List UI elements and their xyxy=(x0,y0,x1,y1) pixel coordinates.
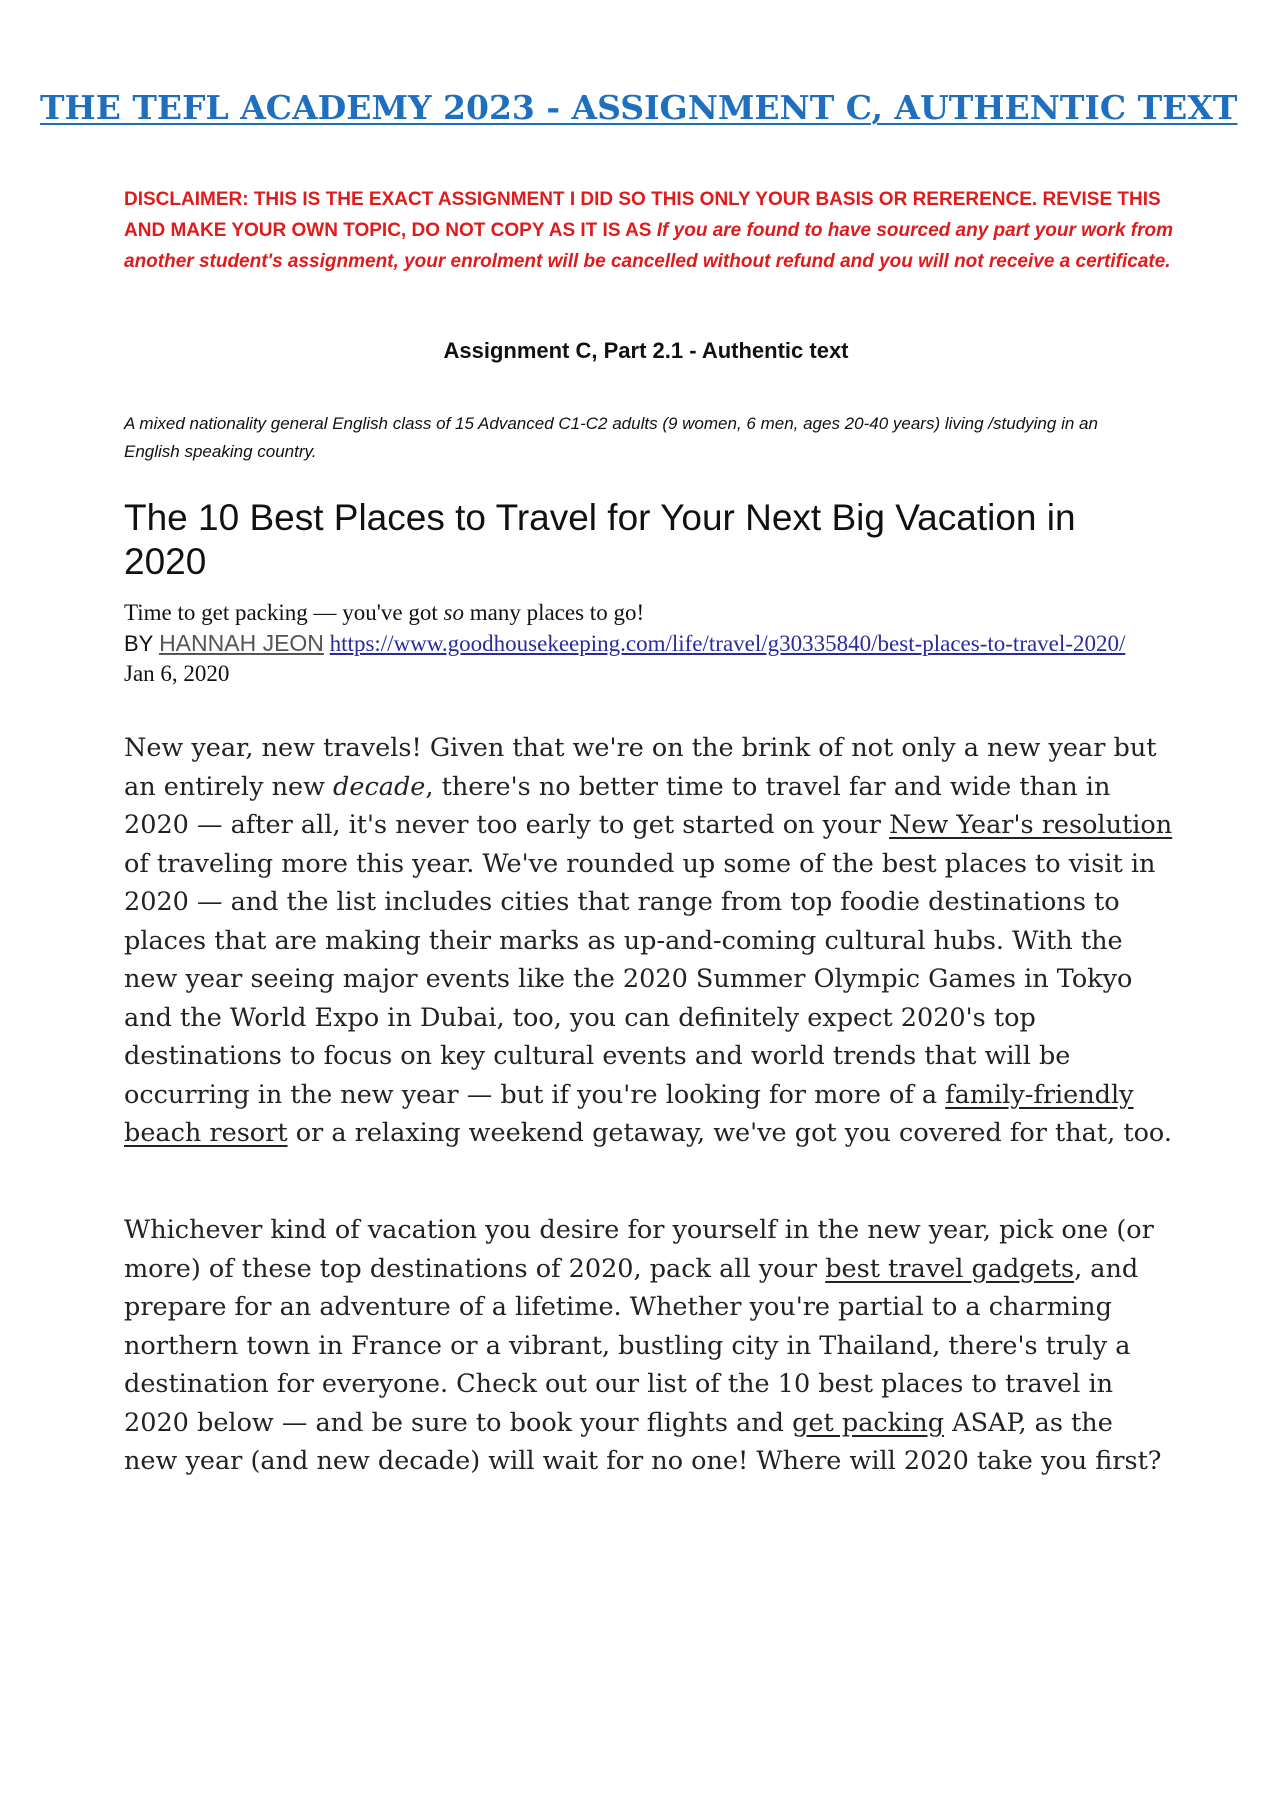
article-paragraph-1 xyxy=(124,729,1174,1153)
by-label: BY xyxy=(124,631,160,656)
beach-resort-link[interactable]: family-friendly beach resort xyxy=(124,1079,1134,1148)
paragraph-text: , and prepare for an adventure of a lifetime. Whether you're partial to a charming northern town in France or a vibrant, bustling city in Thailand, there's truly a destination for everyone. Check out our list of the 10 best places to travel in 2020 below — and be sure to book your flights and xyxy=(124,1253,1139,1438)
article-title: The 10 Best Places to Travel for Your Next Big Vacation in 2020 xyxy=(124,497,1076,582)
class-description: A mixed nationality general English class of 15 Advanced C1-C2 adults (9 women, 6 men, ages 20-40 years) living /studying in an English speaking country. xyxy=(124,414,1098,461)
subtitle-text: Time to get packing — you've got xyxy=(124,600,444,625)
new-years-resolution-link[interactable]: New Year's resolution xyxy=(889,810,1173,840)
disclaimer-warning-text: If you are found to have sourced any part your work from another student's assignment, your enrolment will be cancelled without refund and you will not receive a certificate. xyxy=(124,220,1174,272)
travel-gadgets-link[interactable]: best travel gadgets xyxy=(825,1253,1075,1284)
author-link[interactable]: HANNAH JEON xyxy=(159,630,324,656)
article-paragraph-2 xyxy=(124,1211,1174,1481)
get-packing-link[interactable]: get packing xyxy=(792,1407,945,1438)
document-title: THE TEFL ACADEMY 2023 - ASSIGNMENT C, AUTHENTIC TEXT xyxy=(40,88,1238,127)
article-meta xyxy=(124,598,1164,689)
disclaimer xyxy=(124,184,1184,277)
paragraph-text: ASAP, as the new year (and new decade) will wait for no one! Where will 2020 take you first? xyxy=(124,1407,1162,1476)
article-subtitle xyxy=(124,598,1164,628)
paragraph-text: of traveling more this year. We've rounded up some of the best places to visit in 2020 — and the list includes cities that range from top foodie destinations to places that are making their marks as up-and-coming cultural hubs. With the new year seeing major events like the 2020 Summer Olympic Games in Tokyo and the World Expo in Dubai, too, you can definitely expect 2020's top destinations to focus on key cultural events and world trends that will be occurring in the new year — but if you're looking for more of a xyxy=(124,848,1156,1110)
paragraph-text: , there's no better time to travel far and wide than in 2020 — after all, it's never too early to get started on your xyxy=(124,771,1111,840)
article-date: Jan 6, 2020 xyxy=(124,661,230,686)
source-url-link[interactable]: https://www.goodhousekeeping.com/life/travel/g30335840/best-places-to-travel-2020/ xyxy=(329,631,1126,656)
byline xyxy=(124,628,1164,659)
paragraph-text: or a relaxing weekend getaway, we've got you covered for that, too. xyxy=(287,1118,1172,1148)
section-heading: Assignment C, Part 2.1 - Authentic text xyxy=(443,338,849,363)
subtitle-text-end: many places to go! xyxy=(463,600,645,625)
disclaimer-caps-text: DISCLAIMER: THIS IS THE EXACT ASSIGNMENT I DID SO THIS ONLY YOUR BASIS OR RERERENCE. REVISE THIS AND MAKE YOUR OWN TOPIC, DO NOT COPY AS IT IS AS xyxy=(124,189,1161,241)
paragraph-text: Whichever kind of vacation you desire for yourself in the new year, pick one (or more) of these top destinations of 2020, pack all your xyxy=(124,1215,1154,1284)
paragraph-text: New year, new travels! Given that we're on the brink of not only a new year but an entirely new xyxy=(124,733,1157,802)
subtitle-emphasis: so xyxy=(443,600,464,625)
paragraph-emphasis: decade xyxy=(333,771,426,802)
